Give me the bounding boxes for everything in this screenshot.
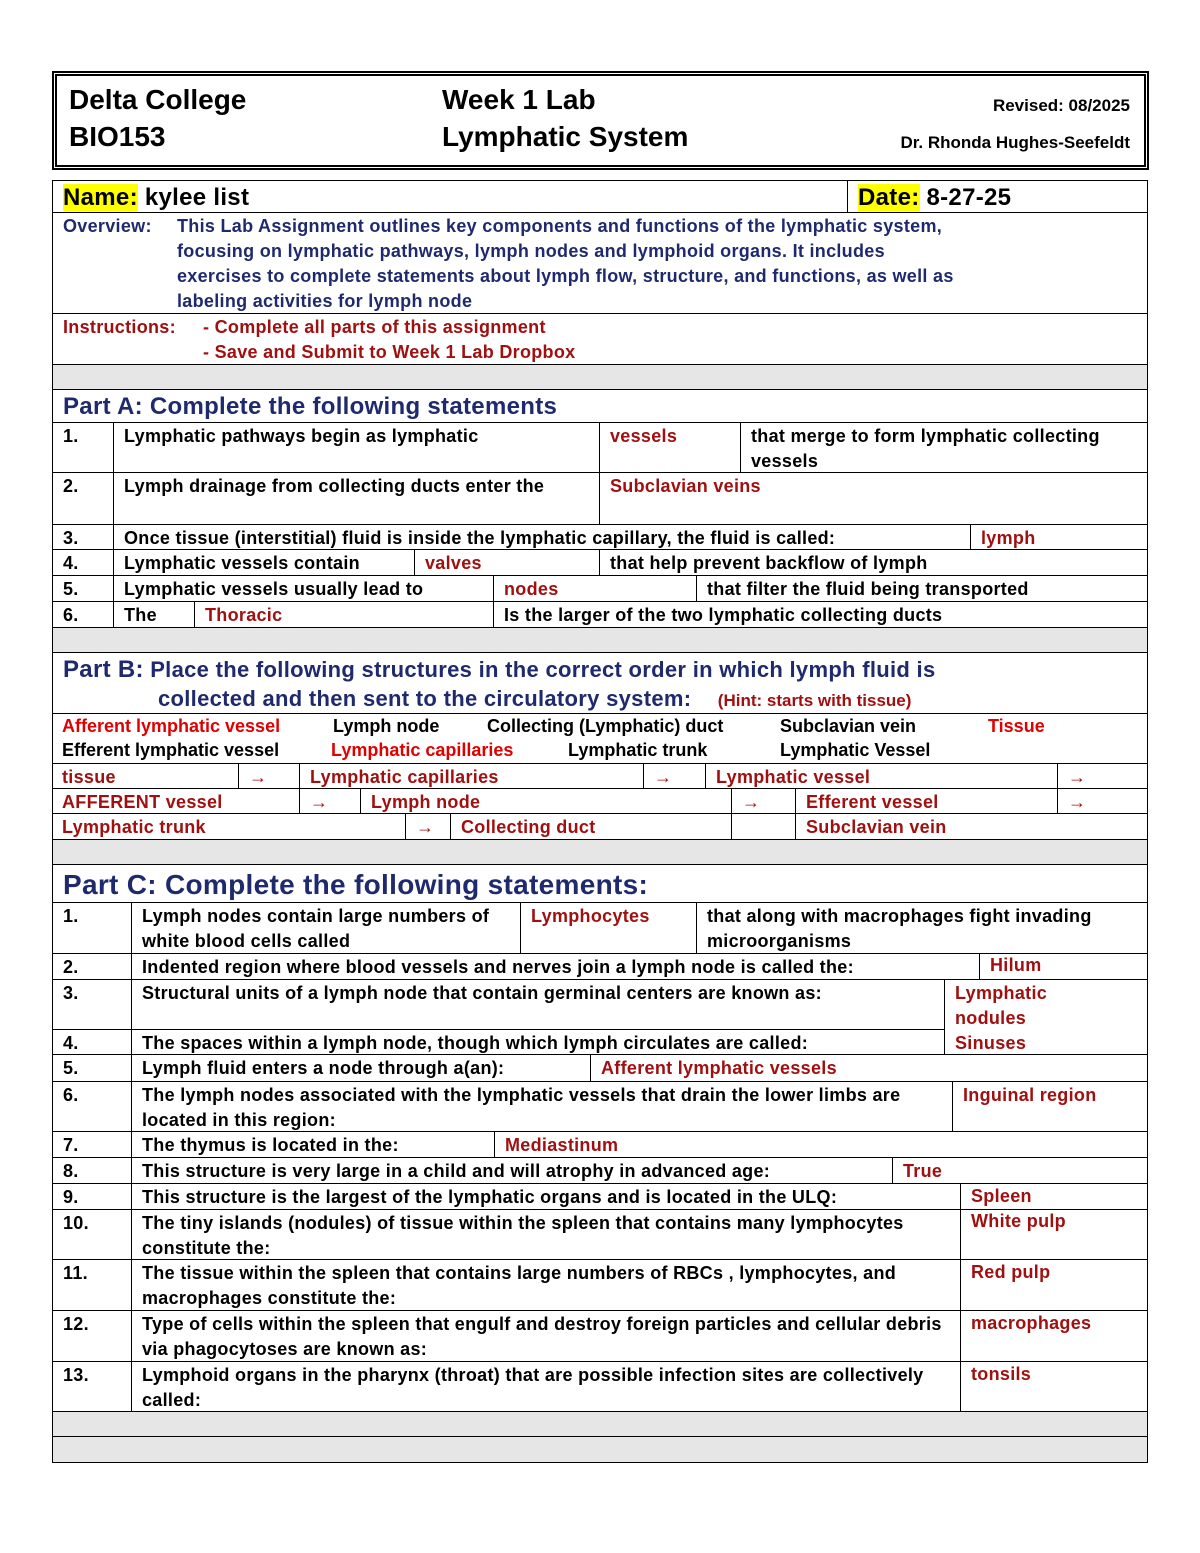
arrow-icon: → — [654, 767, 673, 787]
instruction-item-2: - Save and Submit to Week 1 Lab Dropbox — [203, 342, 576, 362]
spacer-row — [53, 840, 1147, 864]
part-c-row-5-question: Lymph fluid enters a node through a(an): — [142, 1058, 505, 1078]
lab-week: Week 1 Lab — [442, 84, 596, 115]
part-c-row-4-num: 4. — [63, 1033, 79, 1053]
part-c-row-1-question: Lymph nodes contain large numbers of white blood cells called — [142, 906, 490, 951]
arrow-icon: → — [1068, 767, 1087, 787]
part-c-row-3-num: 3. — [63, 983, 79, 1003]
overview-label: Overview: — [63, 216, 152, 236]
arrow-icon: → — [1068, 792, 1087, 812]
name-label: Name: — [63, 184, 138, 211]
part-c-row-12-question: Type of cells within the spleen that engulf and destroy foreign particles and cellular debris via phagocytoses are known as: — [142, 1314, 942, 1359]
date-value[interactable]: 8-27-25 — [926, 184, 1012, 211]
overview-line-4: labeling activities for lymph node — [177, 291, 473, 311]
spacer-row — [53, 365, 1147, 389]
part-c-row-8-num: 8. — [63, 1161, 79, 1181]
part-a-row-5-answer[interactable]: nodes — [504, 579, 559, 599]
instruction-item-1: - Complete all parts of this assignment — [203, 317, 546, 337]
part-b-title-line-2: collected and then sent to the circulatory system: — [158, 686, 692, 711]
order-step-7[interactable]: Lymphatic trunk — [62, 817, 206, 837]
part-a-row-4-continuation: that help prevent backflow of lymph — [610, 553, 928, 573]
part-a-row-6-continuation: Is the larger of the two lymphatic collecting ducts — [504, 605, 943, 625]
arrow-icon: → — [416, 817, 435, 837]
order-step-2[interactable]: Lymphatic capillaries — [310, 767, 499, 787]
order-step-3[interactable]: Lymphatic vessel — [716, 767, 871, 787]
part-c-row-11-num: 11. — [63, 1263, 88, 1283]
name-row — [53, 181, 847, 212]
part-a-row-3-answer[interactable]: lymph — [981, 528, 1036, 548]
part-c-row-13-num: 13. — [63, 1365, 89, 1385]
part-c-row-7-question: The thymus is located in the: — [142, 1135, 399, 1155]
part-c-row-11-question: The tissue within the spleen that contains large numbers of RBCs , lymphocytes, and macrophages constitute the: — [142, 1263, 897, 1308]
name-value[interactable]: kylee list — [144, 184, 250, 211]
part-b-title-line-1: Place the following structures in the correct order in which lymph fluid is — [150, 657, 936, 682]
word-bank-item: Lymph node — [333, 716, 440, 736]
part-a-row-1-num: 1. — [63, 426, 79, 446]
order-step-4[interactable]: AFFERENT vessel — [62, 792, 223, 812]
part-a-row-2-question: Lymph drainage from collecting ducts enter the — [124, 476, 545, 496]
part-c-row-8-answer[interactable]: True — [903, 1161, 943, 1181]
part-a-row-6-answer[interactable]: Thoracic — [205, 605, 283, 625]
part-c-row-6-num: 6. — [63, 1085, 79, 1105]
part-c-row-3-question: Structural units of a lymph node that contain germinal centers are known as: — [142, 983, 822, 1003]
part-c-row-9-question: This structure is the largest of the lymphatic organs and is located in the ULQ: — [142, 1187, 838, 1207]
part-a-row-2-answer[interactable]: Subclavian veins — [610, 476, 761, 496]
arrow-icon: → — [742, 792, 761, 812]
word-bank-item: Lymphatic capillaries — [331, 740, 514, 760]
overview-line-3: exercises to complete statements about lymph flow, structure, and functions, as well as — [177, 266, 954, 286]
part-c-title: Part C: Complete the following statements: — [63, 869, 649, 900]
part-c-row-7-answer[interactable]: Mediastinum — [505, 1135, 619, 1155]
part-a-title: Part A: Complete the following statements — [63, 393, 558, 420]
order-step-1[interactable]: tissue — [62, 767, 116, 787]
word-bank — [53, 714, 1147, 763]
instructions-label: Instructions: — [63, 317, 176, 337]
part-c-row-13-question: Lymphoid organs in the pharynx (throat) that are possible infection sites are collectively called: — [142, 1365, 924, 1410]
part-a-row-5-question: Lymphatic vessels usually lead to — [124, 579, 424, 599]
part-c-row-1-num: 1. — [63, 906, 79, 926]
order-step-9[interactable]: Subclavian vein — [806, 817, 947, 837]
part-c-row-1-answer[interactable]: Lymphocytes — [531, 906, 650, 926]
part-a-row-3-num: 3. — [63, 528, 79, 548]
word-bank-item: Lymphatic trunk — [568, 740, 708, 760]
word-bank-item: Collecting (Lymphatic) duct — [487, 716, 724, 736]
part-b-label: Part B: — [63, 656, 144, 683]
arrow-icon: → — [310, 792, 329, 812]
part-c-row-2-question: Indented region where blood vessels and nerves join a lymph node is called the: — [142, 957, 854, 977]
part-a-row-6-question: The — [124, 605, 157, 625]
part-c-row-7-num: 7. — [63, 1135, 79, 1155]
part-c-row-13-answer[interactable]: tonsils — [971, 1364, 1032, 1384]
college-name: Delta College — [69, 84, 247, 115]
part-a-row-4-question: Lymphatic vessels contain — [124, 553, 360, 573]
overview-line-1: This Lab Assignment outlines key components and functions of the lymphatic system, — [177, 216, 943, 236]
part-a-row-1-continuation: that merge to form lymphatic collecting vessels — [751, 426, 1100, 471]
part-a-row-6-num: 6. — [63, 605, 79, 625]
date-row — [848, 181, 1147, 212]
header-box — [52, 71, 1149, 170]
overview-block — [53, 213, 1147, 313]
part-a-row-5-num: 5. — [63, 579, 79, 599]
revised-date: Revised: 08/2025 — [992, 96, 1130, 115]
overview-line-2: focusing on lymphatic pathways, lymph nodes and lymphoid organs. It includes — [177, 241, 885, 261]
spacer-row — [53, 1437, 1147, 1462]
part-b-title — [53, 653, 1147, 713]
part-c-row-10-num: 10. — [63, 1213, 89, 1233]
part-c-row-9-num: 9. — [63, 1187, 79, 1207]
word-bank-item: Tissue — [988, 716, 1045, 736]
part-c-row-3-answer[interactable]: Lymphatic nodules — [955, 983, 1048, 1028]
part-c-row-2-answer[interactable]: Hilum — [990, 955, 1042, 975]
word-bank-item: Lymphatic Vessel — [780, 740, 931, 760]
part-c-row-9-answer[interactable]: Spleen — [971, 1186, 1032, 1206]
part-c-row-11-answer[interactable]: Red pulp — [971, 1262, 1051, 1282]
part-a-row-1-answer[interactable]: vessels — [610, 426, 678, 446]
part-c-row-5-num: 5. — [63, 1058, 79, 1078]
part-a-row-2-num: 2. — [63, 476, 79, 496]
part-c-row-10-answer[interactable]: White pulp — [971, 1211, 1066, 1231]
order-step-5[interactable]: Lymph node — [371, 792, 481, 812]
instructor-name: Dr. Rhonda Hughes-Seefeldt — [900, 133, 1130, 152]
part-a-row-4-answer[interactable]: valves — [425, 553, 482, 573]
part-c-row-5-answer[interactable]: Afferent lymphatic vessels — [601, 1058, 837, 1078]
part-a-row-1-question: Lymphatic pathways begin as lymphatic — [124, 426, 479, 446]
order-step-8[interactable]: Collecting duct — [461, 817, 596, 837]
part-b-hint: (Hint: starts with tissue) — [717, 691, 912, 710]
part-c-row-6-answer[interactable]: Inguinal region — [963, 1085, 1097, 1105]
course-code: BIO153 — [69, 121, 166, 152]
part-a-row-3-question: Once tissue (interstitial) fluid is inside the lymphatic capillary, the fluid is called: — [124, 528, 836, 548]
part-c-row-4-question: The spaces within a lymph node, though which lymph circulates are called: — [142, 1033, 809, 1053]
arrow-icon: → — [249, 767, 268, 787]
word-bank-item: Afferent lymphatic vessel — [62, 716, 281, 736]
order-step-6[interactable]: Efferent vessel — [806, 792, 939, 812]
lab-topic: Lymphatic System — [442, 121, 689, 152]
part-c-row-12-answer[interactable]: macrophages — [971, 1313, 1092, 1333]
part-c-row-12-num: 12. — [63, 1314, 89, 1334]
part-a-row-4-num: 4. — [63, 553, 79, 573]
spacer-row — [53, 1412, 1147, 1436]
instructions-block — [53, 314, 1147, 364]
part-c-row-1-continuation: that along with macrophages fight invading microorganisms — [707, 906, 1092, 951]
part-a-row-5-continuation: that filter the fluid being transported — [707, 579, 1029, 599]
word-bank-item: Efferent lymphatic vessel — [62, 740, 280, 760]
part-c-row-6-question: The lymph nodes associated with the lymphatic vessels that drain the lower limbs are located in this region: — [142, 1085, 901, 1130]
word-bank-item: Subclavian vein — [780, 716, 917, 736]
part-c-row-4-answer[interactable]: Sinuses — [955, 1033, 1027, 1053]
part-c-row-2-num: 2. — [63, 957, 79, 977]
part-c-row-10-question: The tiny islands (nodules) of tissue within the spleen that contains many lymphocytes constitute the: — [142, 1213, 904, 1258]
date-label: Date: — [858, 184, 920, 211]
part-c-row-8-question: This structure is very large in a child and will atrophy in advanced age: — [142, 1161, 771, 1181]
spacer-row — [53, 628, 1147, 652]
